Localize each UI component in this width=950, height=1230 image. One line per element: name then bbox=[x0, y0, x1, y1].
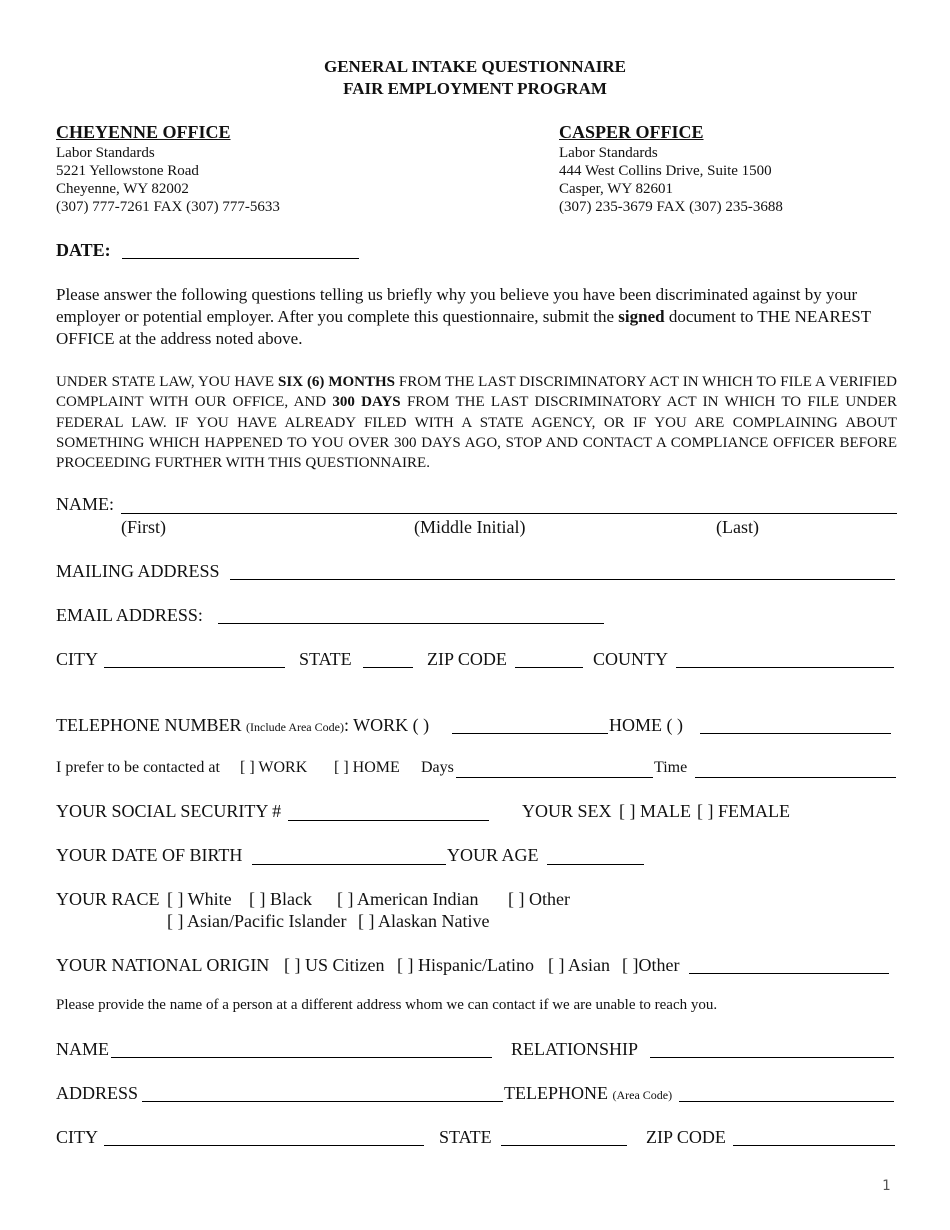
time-label: Time bbox=[654, 759, 688, 776]
contact-state-label: STATE bbox=[439, 1127, 492, 1147]
name-first-caption: (First) bbox=[121, 517, 166, 537]
home-phone-label: HOME ( ) bbox=[609, 715, 683, 735]
age-field[interactable] bbox=[547, 864, 644, 865]
county-field[interactable] bbox=[676, 667, 894, 668]
ssn-field[interactable] bbox=[288, 820, 489, 821]
email-label: EMAIL ADDRESS: bbox=[56, 605, 203, 625]
cheyenne-line-4: (307) 777-7261 FAX (307) 777-5633 bbox=[56, 199, 280, 215]
county-label: COUNTY bbox=[593, 649, 668, 669]
cheyenne-line-3: Cheyenne, WY 82002 bbox=[56, 181, 189, 197]
contact-state-field[interactable] bbox=[501, 1145, 627, 1146]
mailing-address-label: MAILING ADDRESS bbox=[56, 561, 220, 581]
contact-city-label: CITY bbox=[56, 1127, 98, 1147]
origin-us-citizen-checkbox[interactable]: [ ] US Citizen bbox=[284, 955, 385, 975]
relationship-field[interactable] bbox=[650, 1057, 894, 1058]
contact-name-label: NAME bbox=[56, 1039, 109, 1059]
date-label: DATE: bbox=[56, 240, 111, 260]
work-phone-field[interactable] bbox=[452, 733, 608, 734]
city-label: CITY bbox=[56, 649, 98, 669]
name-last-caption: (Last) bbox=[716, 517, 759, 537]
age-label: YOUR AGE bbox=[447, 845, 539, 865]
race-alaskan-native-checkbox[interactable]: [ ] Alaskan Native bbox=[358, 911, 490, 931]
telephone-label: TELEPHONE NUMBER (Include Area Code): WORK ( ) bbox=[56, 715, 430, 735]
intro-paragraph: Please answer the following questions telling us briefly why you believe you have been discriminated against by your employer or potential employer. After you complete this questionnaire, submit the signed document to THE NEAREST OFFICE at the address noted above. bbox=[56, 285, 871, 348]
origin-hispanic-checkbox[interactable]: [ ] Hispanic/Latino bbox=[397, 955, 534, 975]
dob-label: YOUR DATE OF BIRTH bbox=[56, 845, 243, 865]
contact-city-field[interactable] bbox=[104, 1145, 424, 1146]
home-phone-field[interactable] bbox=[700, 733, 891, 734]
race-white-checkbox[interactable]: [ ] White bbox=[167, 889, 232, 909]
cheyenne-office-heading: CHEYENNE OFFICE bbox=[56, 122, 231, 142]
program-title: FAIR EMPLOYMENT PROGRAM bbox=[343, 79, 607, 98]
contact-zip-field[interactable] bbox=[733, 1145, 895, 1146]
casper-line-4: (307) 235-3679 FAX (307) 235-3688 bbox=[559, 199, 783, 215]
page-number: 1 bbox=[882, 1178, 891, 1194]
mailing-address-field[interactable] bbox=[230, 579, 895, 580]
sex-male-checkbox[interactable]: [ ] MALE bbox=[619, 801, 691, 821]
national-origin-label: YOUR NATIONAL ORIGIN bbox=[56, 955, 270, 975]
prefer-work-checkbox[interactable]: [ ] WORK bbox=[240, 759, 308, 776]
date-field[interactable] bbox=[122, 258, 359, 259]
ssn-label: YOUR SOCIAL SECURITY # bbox=[56, 801, 282, 821]
sex-label: YOUR SEX bbox=[522, 801, 612, 821]
zip-field[interactable] bbox=[515, 667, 583, 668]
contact-telephone-label: TELEPHONE (Area Code) bbox=[504, 1083, 673, 1103]
cheyenne-line-1: Labor Standards bbox=[56, 145, 155, 161]
race-asian-pacific-checkbox[interactable]: [ ] Asian/Pacific Islander bbox=[167, 911, 347, 931]
name-field[interactable] bbox=[121, 513, 897, 514]
alternate-contact-note: Please provide the name of a person at a different address whom we can contact if we are unable to reach you. bbox=[56, 997, 718, 1013]
prefer-home-checkbox[interactable]: [ ] HOME bbox=[334, 759, 400, 776]
origin-asian-checkbox[interactable]: [ ] Asian bbox=[548, 955, 610, 975]
time-field[interactable] bbox=[695, 777, 896, 778]
contact-telephone-field[interactable] bbox=[679, 1101, 894, 1102]
email-field[interactable] bbox=[218, 623, 604, 624]
casper-line-1: Labor Standards bbox=[559, 145, 658, 161]
zip-label: ZIP CODE bbox=[427, 649, 507, 669]
days-label: Days bbox=[421, 759, 454, 776]
origin-other-checkbox[interactable]: [ ]Other bbox=[622, 955, 680, 975]
state-label: STATE bbox=[299, 649, 352, 669]
dob-field[interactable] bbox=[252, 864, 446, 865]
form-title: GENERAL INTAKE QUESTIONNAIRE bbox=[324, 57, 626, 76]
contact-zip-label: ZIP CODE bbox=[646, 1127, 726, 1147]
race-label: YOUR RACE bbox=[56, 889, 160, 909]
casper-line-2: 444 West Collins Drive, Suite 1500 bbox=[559, 163, 772, 179]
sex-female-checkbox[interactable]: [ ] FEMALE bbox=[697, 801, 790, 821]
contact-address-label: ADDRESS bbox=[56, 1083, 139, 1103]
casper-line-3: Casper, WY 82601 bbox=[559, 181, 673, 197]
casper-office-heading: CASPER OFFICE bbox=[559, 122, 704, 142]
contact-name-field[interactable] bbox=[111, 1057, 492, 1058]
name-middle-caption: (Middle Initial) bbox=[414, 517, 526, 537]
cheyenne-line-2: 5221 Yellowstone Road bbox=[56, 163, 199, 179]
race-other-checkbox[interactable]: [ ] Other bbox=[508, 889, 570, 909]
origin-other-field[interactable] bbox=[689, 973, 889, 974]
city-field[interactable] bbox=[104, 667, 285, 668]
name-label: NAME: bbox=[56, 494, 114, 514]
relationship-label: RELATIONSHIP bbox=[511, 1039, 639, 1059]
filing-deadline-warning: UNDER STATE LAW, YOU HAVE SIX (6) MONTHS FROM THE LAST DISCRIMINATORY ACT IN WHICH TO FILE A VERIFIED COMPLAINT WITH OUR OFFICE, AND 300 DAYS FROM THE LAST DISCRIMINATORY ACT IN WHICH TO FILE UNDER FEDERAL LAW. IF YOU HAVE ALREADY FILED WITH A STATE AGENCY, OR IF YOU ARE COMPLAINING ABOUT SOMETHING WHICH HAPPENED TO YOU OVER 300 DAYS AGO, STOP AND CONTACT A COMPLIANCE OFFICER BEFORE PROCEEDING FURTHER WITH THIS QUESTIONNAIRE. bbox=[56, 374, 897, 472]
race-american-indian-checkbox[interactable]: [ ] American Indian bbox=[337, 889, 479, 909]
days-field[interactable] bbox=[456, 777, 653, 778]
state-field[interactable] bbox=[363, 667, 413, 668]
contact-preference-label: I prefer to be contacted at bbox=[56, 759, 220, 776]
contact-address-field[interactable] bbox=[142, 1101, 503, 1102]
race-black-checkbox[interactable]: [ ] Black bbox=[249, 889, 312, 909]
